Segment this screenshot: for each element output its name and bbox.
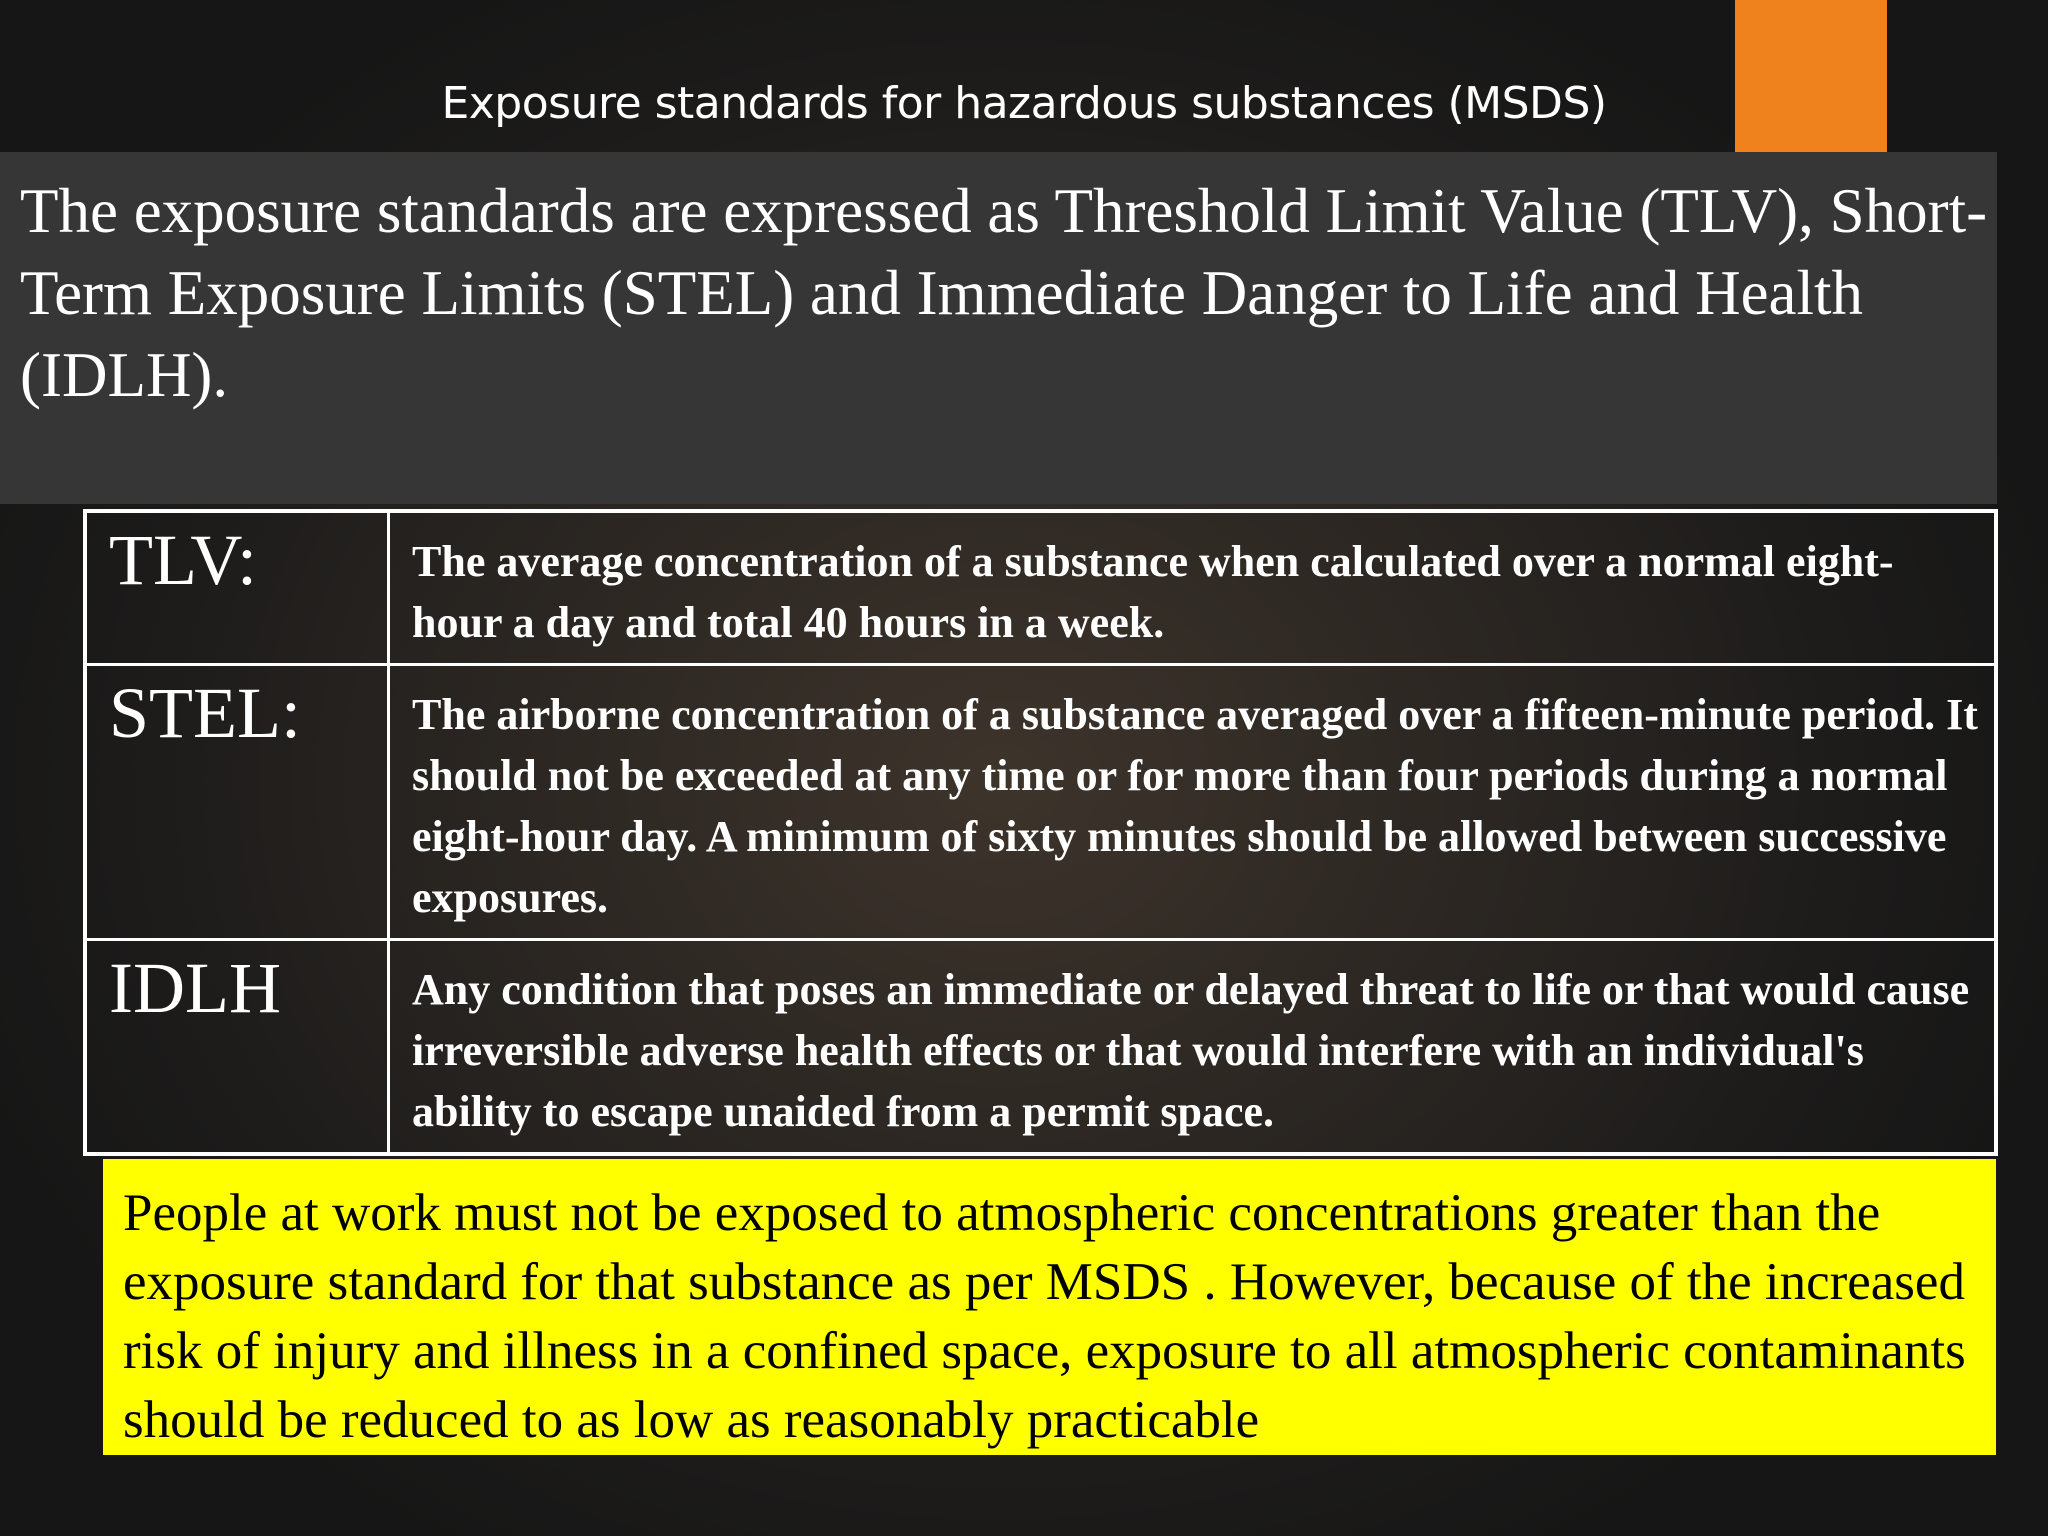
- description-tlv: The average concentration of a substance when calculated over a normal eight-hour a day and total 40 hours in a week.: [389, 511, 1997, 665]
- table-row-stel: [85, 665, 1996, 940]
- note-text: People at work must not be exposed to atmospheric concentrations greater than the exposure standard for that substance as per MSDS . However, because of the increased risk of injury and illness in a confined space, exposure to all atmospheric contaminants should be reduced to as low as reasonably practicable: [123, 1184, 1966, 1449]
- slide-title: Exposure standards for hazardous substances (MSDS): [441, 78, 1607, 129]
- description-stel: The airborne concentration of a substance averaged over a fifteen-minute period. It should not be exceeded at any time or for more than four periods during a normal eight-hour day. A minimum of sixty minutes should be allowed between successive exposures.: [389, 665, 1997, 940]
- term-tlv: TLV:: [85, 511, 389, 665]
- table-row-tlv: [85, 511, 1996, 665]
- description-idlh: Any condition that poses an immediate or delayed threat to life or that would cause irreversible adverse health effects or that would interfere with an individual's ability to escape unaided from a permit space.: [389, 940, 1997, 1155]
- intro-text: The exposure standards are expressed as Threshold Limit Value (TLV), Short-Term Exposure Limits (STEL) and Immediate Danger to Life and Health (IDLH).: [20, 176, 1988, 410]
- highlighted-note: [103, 1159, 1996, 1455]
- table-row-idlh: [85, 940, 1996, 1155]
- term-stel: STEL:: [85, 665, 389, 940]
- definitions-table: [83, 509, 1998, 1156]
- term-idlh: IDLH: [85, 940, 389, 1155]
- orange-accent-bar: [1735, 0, 1887, 152]
